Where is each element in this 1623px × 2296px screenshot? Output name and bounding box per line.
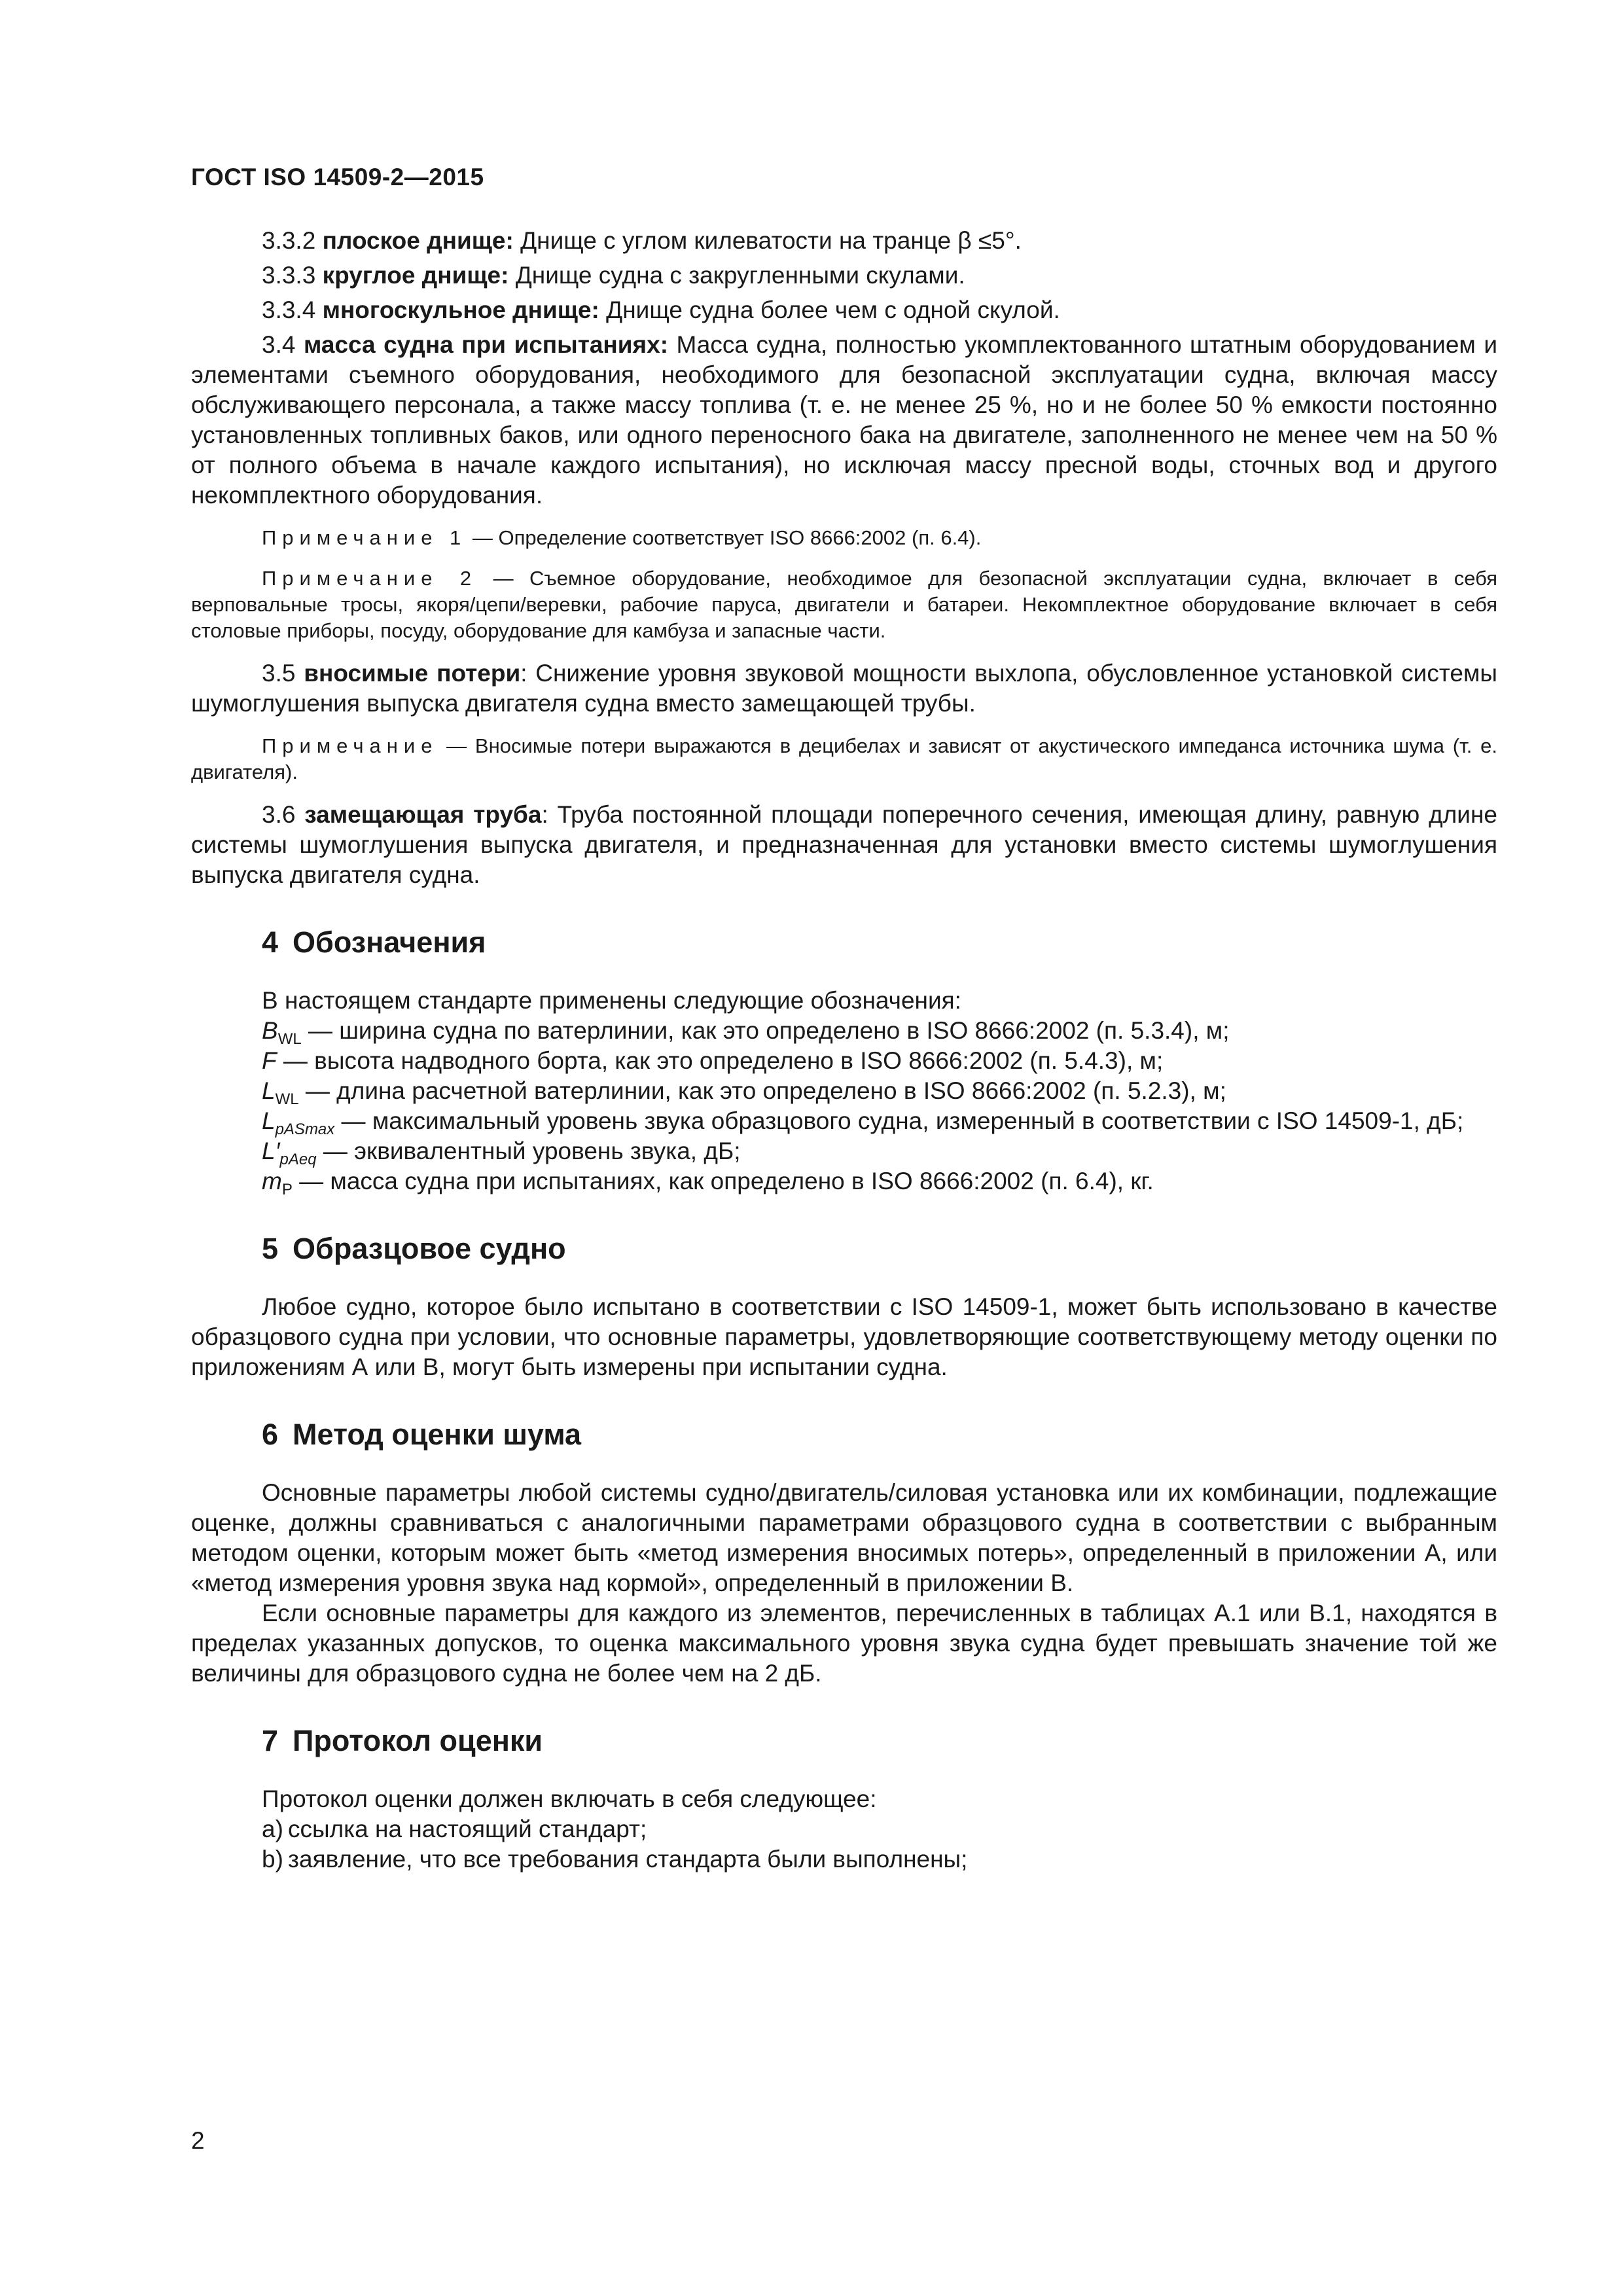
clause-3-3-2 (191, 226, 1497, 256)
section-title: Образцовое судно (293, 1232, 566, 1265)
section-6-paragraph-1: Основные параметры любой системы судно/двигатель/силовая установка или их комбинации, подлежащие оценке, должны сравниваться с аналогичными параметрами образцового судна в соответствии с выбранным методом оценки, которым может быть «метод измерения вносимых потерь», определенный в приложении А, или «метод измерения уровня звука над кормой», определенный в приложении В. (191, 1479, 1497, 1596)
symbol-m-p (262, 1166, 1497, 1196)
definition-3-4 (191, 330, 1497, 511)
clause-number: 3.3.4 (262, 296, 316, 323)
symbol-l-paeq (262, 1136, 1497, 1166)
clause-text: Днище судна более чем с одной скулой. (599, 296, 1060, 323)
clause-term: круглое днище: (322, 262, 509, 289)
note-text: — Вносимые потери выражаются в децибелах и зависят от акустического импеданса источника шума (т. е. двигателя). (191, 734, 1497, 783)
section-7-intro: Протокол оценки должен включать в себя следующее: (262, 1785, 877, 1812)
symbol-definition: — длина расчетной ватерлинии, как это определено в ISO 8666:2002 (п. 5.2.3), м; (298, 1077, 1226, 1104)
clause-3-3-4 (191, 295, 1497, 325)
clause-term: плоское днище: (322, 227, 514, 254)
document-body (191, 226, 1497, 1874)
symbol: L′ (262, 1138, 280, 1164)
definition-3-5 (191, 658, 1497, 719)
clause-text: : Снижение уровня звуковой мощности выхлопа, обусловленное установкой системы шумоглушения выпуска двигателя судна вместо замещающей трубы. (191, 660, 1497, 717)
page-number: 2 (191, 2127, 205, 2154)
symbol-subscript: pASmax (275, 1121, 335, 1138)
clause-text: Днище судна с закругленными скулами. (508, 262, 965, 289)
section-6-heading (262, 1416, 1497, 1453)
symbol-l-pasmax (191, 1106, 1497, 1136)
symbol-definition: — масса судна при испытаниях, как определено в ISO 8666:2002 (п. 6.4), кг. (292, 1168, 1154, 1194)
section-5-text: Любое судно, которое было испытано в соответствии с ISO 14509-1, может быть использовано в качестве образцового судна при условии, что основные параметры, удовлетворяющие соответствующему методу оценки по приложениям А или В, могут быть измерены при испытании судна. (191, 1293, 1497, 1380)
section-5-heading (262, 1230, 1497, 1267)
symbol-subscript: pAeq (279, 1151, 317, 1168)
section-4-heading (262, 924, 1497, 961)
section-number: 4 (262, 925, 279, 959)
clause-text: Днище с углом килеватости на транце β ≤5°. (513, 227, 1022, 254)
clause-number: 3.5 (262, 660, 296, 687)
clause-term: масса судна при испытаниях: (303, 331, 669, 358)
symbol: L (262, 1107, 276, 1134)
clause-text: : Труба постоянной площади поперечного сечения, имеющая длину, равную длине системы шумоглушения выпуска двигателя, и предназначенная для установки вместо системы шумоглушения выпуска двигателя судна. (191, 801, 1497, 888)
note-text: — Определение соответствует ISO 8666:2002 (п. 6.4). (467, 526, 982, 549)
list-item (262, 1844, 1497, 1874)
section-title: Протокол оценки (293, 1724, 543, 1757)
note-label: Примечание 2 (262, 567, 478, 590)
symbol: L (262, 1077, 276, 1104)
clause-3-3-3 (191, 260, 1497, 291)
symbol: m (262, 1168, 282, 1194)
clause-term: замещающая труба (304, 801, 542, 828)
list-item (262, 1814, 1497, 1844)
section-number: 5 (262, 1232, 279, 1265)
note-label: Примечание 1 (262, 526, 467, 549)
clause-term: вносимые потери (304, 660, 521, 687)
symbol: B (262, 1017, 278, 1044)
symbol-subscript: WL (275, 1090, 299, 1108)
section-number: 6 (262, 1418, 279, 1451)
section-title: Обозначения (293, 925, 486, 959)
symbol: F (262, 1047, 277, 1074)
note-1 (191, 525, 1497, 551)
list-item-text: ссылка на настоящий стандарт; (288, 1816, 647, 1842)
symbol-f (262, 1046, 1497, 1076)
clause-number: 3.3.2 (262, 227, 316, 254)
list-marker: а) (262, 1816, 283, 1842)
section-6-paragraph-2: Если основные параметры для каждого из элементов, перечисленных в таблицах А.1 или В.1, находятся в пределах указанных допусков, то оценка максимального уровня звука судна будет превышать значение той же величины для образцового судна не более чем на 2 дБ. (191, 1600, 1497, 1687)
clause-number: 3.3.3 (262, 262, 316, 289)
section-title: Метод оценки шума (293, 1418, 582, 1451)
section-7-heading (262, 1723, 1497, 1759)
symbol-definition: — высота надводного борта, как это определено в ISO 8666:2002 (п. 5.4.3), м; (276, 1047, 1164, 1074)
symbol-definition: — максимальный уровень звука образцового судна, измеренный в соответствии с ISO 14509-1, дБ; (334, 1107, 1464, 1134)
definition-3-6 (191, 800, 1497, 890)
note-3-5 (191, 733, 1497, 785)
note-2 (191, 565, 1497, 644)
note-label: Примечание (262, 734, 438, 757)
symbol-subscript: P (281, 1181, 293, 1198)
list-marker: b) (262, 1846, 283, 1873)
note-text: — Съемное оборудование, необходимое для безопасной эксплуатации судна, включает в себя верповальные тросы, якоря/цепи/веревки, рабочие паруса, двигатели и батареи. Некомплектное оборудование включает в себя столовые приборы, посуду, оборудование для камбуза и запасные части. (191, 567, 1497, 642)
clause-number: 3.4 (262, 331, 296, 358)
clause-number: 3.6 (262, 801, 296, 828)
symbol-definition: — эквивалентный уровень звука, дБ; (316, 1138, 741, 1164)
clause-text: Масса судна, полностью укомплектованного штатным оборудованием и элементами съемного оборудования, необходимого для безопасной эксплуатации судна, включая массу обслуживающего персонала, а также массу топлива (т. е. не менее 25 %, но и не более 50 % емкости постоянно установленных топливных баков, или одного переносного бака на двигателе, заполненного не менее чем на 50 % от полного объема в начале каждого испытания), но исключая массу пресной воды, сточных вод и другого некомплектного оборудования. (191, 331, 1498, 509)
symbol-definition: — ширина судна по ватерлинии, как это определено в ISO 8666:2002 (п. 5.3.4), м; (301, 1017, 1230, 1044)
document-code-header: ГОСТ ISO 14509-2—2015 (191, 164, 484, 190)
list-item-text: заявление, что все требования стандарта были выполнены; (288, 1846, 968, 1873)
clause-term: многоскульное днище: (322, 296, 599, 323)
section-4-intro: В настоящем стандарте применены следующие обозначения: (262, 987, 961, 1014)
symbol-l-wl (262, 1076, 1497, 1106)
section-number: 7 (262, 1724, 279, 1757)
symbol-b-wl (262, 1016, 1497, 1046)
symbol-subscript: WL (277, 1030, 302, 1048)
